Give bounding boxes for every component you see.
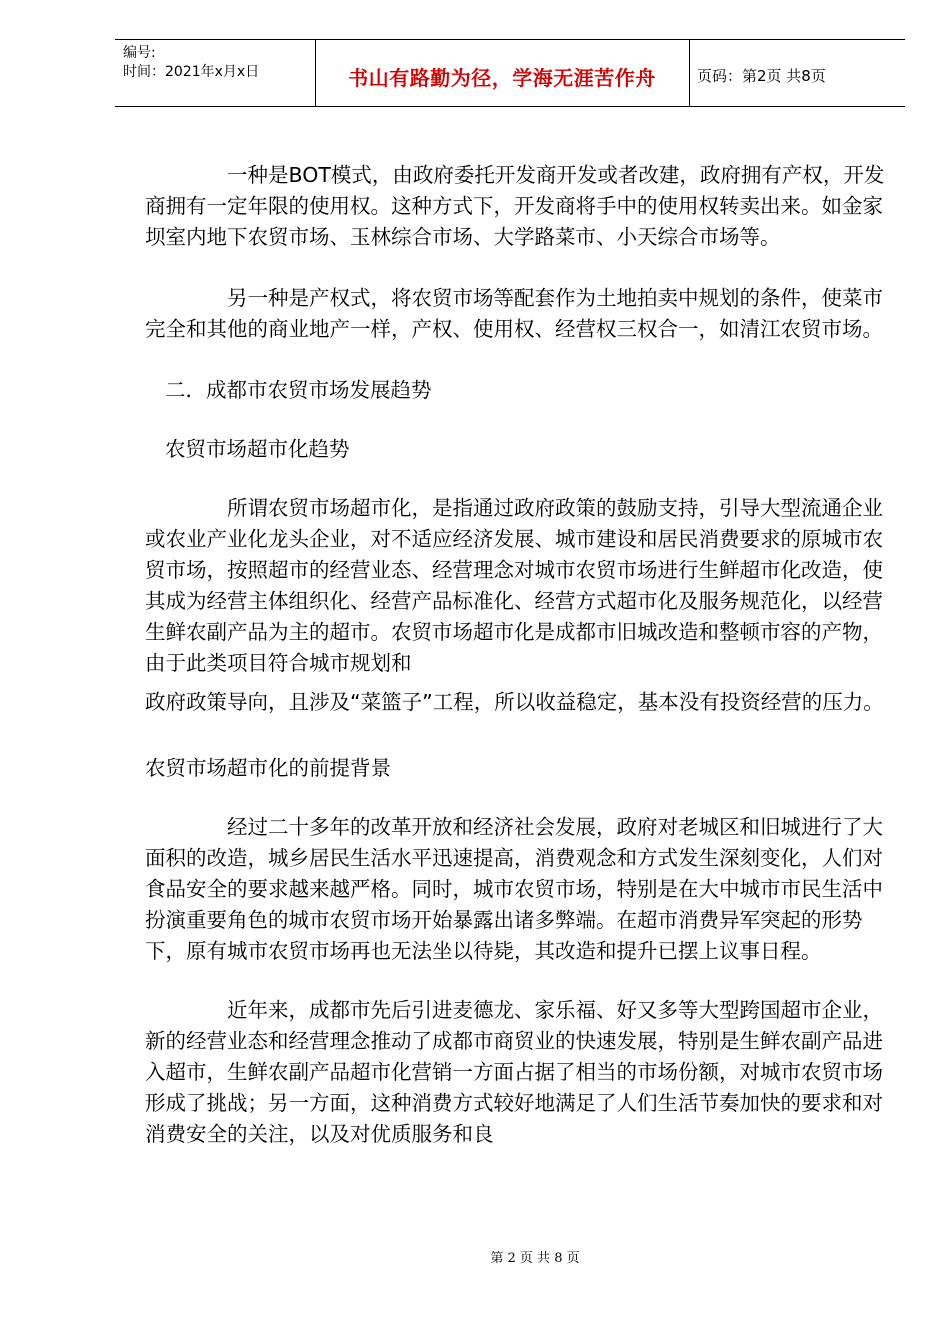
paragraph: 经过二十多年的改革开放和经济社会发展，政府对老城区和旧城进行了大面积的改造，城乡居民生活水平迅速提高，消费观念和方式发生深刻变化，人们对食品安全的要求越来越严格。同时，城市农贸市场，特别是在大中城市市民生活中扮演重要角色的城市农贸市场开始暴露出诸多弊端。在超市消费异军突起的形势下，原有城市农贸市场再也无法坐以待毙，其改造和提升已摆上议事日程。 (145, 815, 883, 963)
header-number-label: 编号: (123, 45, 156, 61)
section-heading: 二．成都市农贸市场发展趋势 (165, 378, 432, 402)
document-header (115, 39, 905, 107)
header-page-label: 页码：第2页 共8页 (697, 67, 826, 85)
paragraph: 另一种是产权式，将农贸市场等配套作为土地拍卖中规划的条件，使菜市完全和其他的商业地产一样，产权、使用权、经营权三权合一，如清江农贸市场。 (145, 286, 883, 341)
subsection-heading: 农贸市场超市化趋势 (165, 437, 350, 461)
header-time-label: 时间：2021年x月x日 (123, 64, 260, 80)
page-footer: 第 2 页 共 8 页 (490, 1251, 580, 1266)
paragraph: 一种是BOT模式，由政府委托开发商开发或者改建，政府拥有产权，开发商拥有一定年限的使用权。这种方式下，开发商将手中的使用权转卖出来。如金家坝室内地下农贸市场、玉林综合市场、大学路菜市、小天综合市场等。 (145, 163, 885, 249)
paragraph: 近年来，成都市先后引进麦德龙、家乐福、好又多等大型跨国超市企业，新的经营业态和经营理念推动了成都市商贸业的快速发展，特别是生鲜农副产品进入超市，生鲜农副产品超市化营销一方面占据了相当的市场份额，对城市农贸市场形成了挑战；另一方面，这种消费方式较好地满足了人们生活节奏加快的要求和对消费安全的关注，以及对优质服务和良 (145, 998, 883, 1146)
document-body (145, 160, 885, 1150)
header-motto: 书山有路勤为径，学海无涯苦作舟 (348, 66, 656, 90)
paragraph: 所谓农贸市场超市化，是指通过政府政策的鼓励支持，引导大型流通企业或农业产业化龙头企业，对不适应经济发展、城市建设和居民消费要求的原城市农贸市场，按照超市的经营业态、经营理念对城市农贸市场进行生鲜超市化改造，使其成为经营主体组织化、经营产品标准化、经营方式超市化及服务规范化，以经营生鲜农副产品为主的超市。农贸市场超市化是成都市旧城改造和整顿市容的产物，由于此类项目符合城市规划和 (145, 496, 883, 675)
header-meta (123, 44, 259, 82)
subsection-heading: 农贸市场超市化的前提背景 (145, 756, 391, 780)
header-divider (689, 40, 690, 106)
paragraph: 政府政策导向，且涉及“菜篮子”工程，所以收益稳定，基本没有投资经营的压力。 (145, 690, 884, 714)
